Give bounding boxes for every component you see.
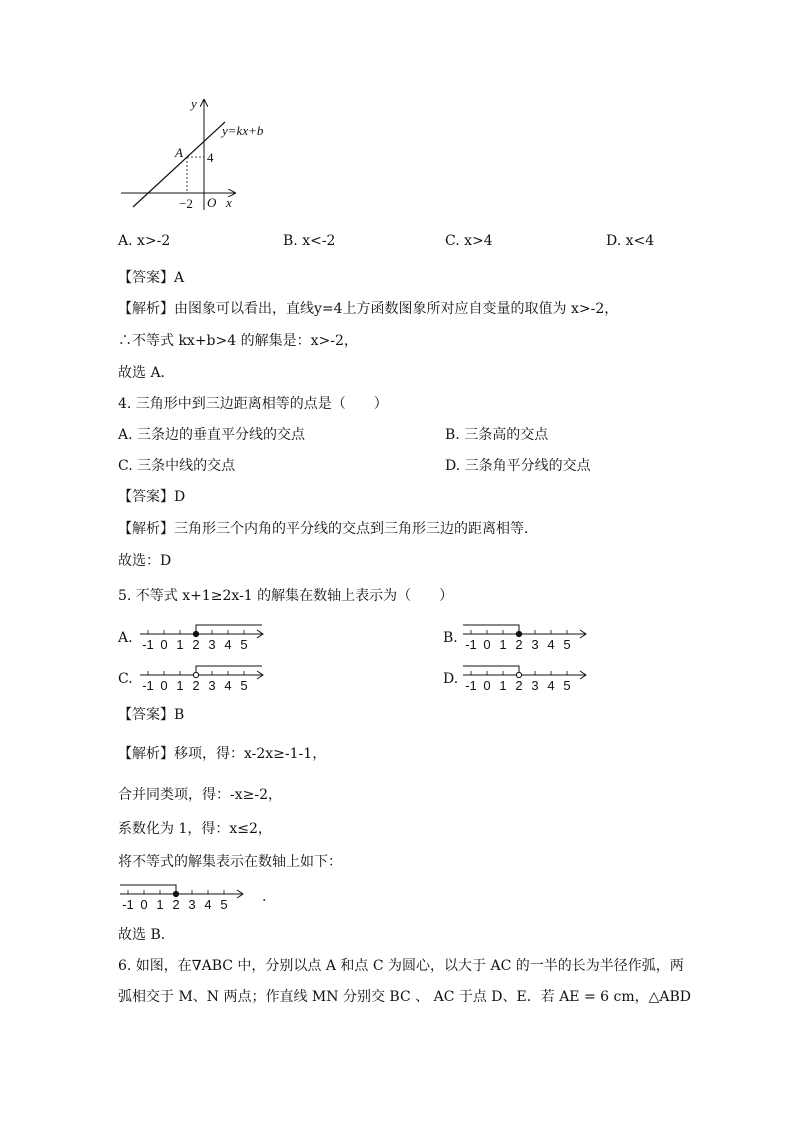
q5-option-d-letter: D. (443, 671, 459, 687)
tick-label: 5 (220, 897, 228, 912)
q4-stem: 4. 三角形中到三边距离相等的点是（ ） (118, 396, 388, 412)
tick-label: 0 (140, 897, 148, 912)
q5-stem: 5. 不等式 x+1≥2x-1 的解集在数轴上表示为（ ） (118, 588, 454, 604)
q5-numberline-c (140, 663, 270, 693)
q5-conclusion: 故选 B． (118, 927, 175, 943)
tick-label: -1 (122, 897, 134, 912)
tick-label: 1 (499, 637, 507, 652)
q6-line1: 6. 如图，在∇ABC 中，分别以点 A 和点 C 为圆心，以大于 AC 的一半的长为半径作弧，两 (118, 958, 684, 974)
tick-label: 2 (192, 637, 200, 652)
tick-label: 3 (531, 678, 539, 693)
q3-option-b: B. x<-2 (283, 233, 336, 249)
tick-label: 2 (192, 678, 200, 693)
open-endpoint (516, 672, 521, 677)
tick-label: 1 (156, 897, 164, 912)
point-a-label: A (175, 145, 183, 160)
q5-answer: 【答案】B (118, 707, 185, 723)
tick-label: -1 (465, 678, 477, 693)
q3-conclusion: 故选 A． (118, 365, 175, 381)
tick-label: 3 (531, 637, 539, 652)
tick-label: 4 (547, 678, 555, 693)
tick-label: 4 (224, 637, 232, 652)
tick-label: 0 (483, 678, 491, 693)
q5-option-b-letter: B. (443, 630, 458, 646)
origin-label: O (207, 195, 217, 210)
y-tick-4: 4 (207, 150, 214, 165)
x-tick-minus2: −2 (179, 196, 193, 211)
tick-label: 5 (563, 637, 571, 652)
q5-step1: 【解析】移项，得：x-2x≥-1-1， (118, 746, 327, 762)
q4-answer: 【答案】D (118, 489, 186, 505)
tick-label: 1 (176, 637, 184, 652)
linear-function-graph (115, 95, 275, 215)
q5-trailing-dot: . (262, 889, 267, 905)
tick-label: 4 (204, 897, 212, 912)
tick-label: 2 (515, 637, 523, 652)
q3-answer: 【答案】A (118, 270, 185, 286)
q3-option-d: D. x<4 (606, 233, 655, 249)
tick-label: 2 (172, 897, 180, 912)
closed-endpoint (173, 891, 178, 896)
tick-label: 0 (160, 678, 168, 693)
closed-endpoint (516, 631, 521, 636)
tick-label: 0 (160, 637, 168, 652)
closed-endpoint (193, 631, 198, 636)
q5-step4: 将不等式的解集表示在数轴上如下： (118, 854, 342, 870)
tick-label: -1 (465, 637, 477, 652)
tick-label: 4 (547, 637, 555, 652)
y-axis-label: y (191, 96, 197, 111)
q3-analysis-line1: 【解析】由图象可以看出，直线y=4上方函数图象所对应自变量的取值为 x>-2， (118, 301, 619, 317)
tick-label: 5 (240, 637, 248, 652)
q3-option-c: C. x>4 (445, 233, 493, 249)
q6-line2: 弧相交于 M、N 两点；作直线 MN 分别交 BC 、 AC 于点 D、E．若 AE = 6 cm，△ABD (118, 989, 692, 1005)
q4-analysis: 【解析】三角形三个内角的平分线的交点到三角形三边的距离相等． (118, 521, 538, 537)
q5-step3: 系数化为 1，得：x≤2， (118, 821, 272, 837)
q4-conclusion: 故选：D (118, 553, 172, 569)
tick-label: 0 (483, 637, 491, 652)
q4-option-b: B. 三条高的交点 (445, 427, 549, 443)
q4-option-a: A. 三条边的垂直平分线的交点 (118, 427, 306, 443)
tick-label: 5 (240, 678, 248, 693)
q4-option-c: C. 三条中线的交点 (118, 458, 236, 474)
x-axis-label: x (226, 195, 232, 210)
q5-option-a-letter: A. (118, 630, 133, 646)
q5-numberline-d (463, 663, 593, 693)
tick-label: 5 (563, 678, 571, 693)
open-endpoint (193, 672, 198, 677)
q5-step2: 合并同类项，得：-x≥-2， (118, 787, 282, 803)
q5-numberline-a (140, 622, 270, 652)
tick-label: 2 (515, 678, 523, 693)
q5-numberline-b (463, 622, 593, 652)
q5-solution-numberline (120, 882, 250, 912)
tick-label: -1 (142, 637, 154, 652)
q4-option-d: D. 三条角平分线的交点 (445, 458, 591, 474)
solution-range (196, 625, 262, 634)
tick-label: 3 (208, 637, 216, 652)
tick-label: 3 (188, 897, 196, 912)
line-label: y=kx+b (222, 123, 264, 138)
q3-option-a: A. x>-2 (118, 233, 171, 249)
solution-range (196, 666, 262, 675)
tick-label: 1 (176, 678, 184, 693)
tick-label: 1 (499, 678, 507, 693)
q5-option-c-letter: C. (118, 671, 133, 687)
tick-label: 3 (208, 678, 216, 693)
tick-label: -1 (142, 678, 154, 693)
q3-analysis-line2: ∴不等式 kx+b>4 的解集是：x>-2， (118, 333, 358, 349)
tick-label: 4 (224, 678, 232, 693)
